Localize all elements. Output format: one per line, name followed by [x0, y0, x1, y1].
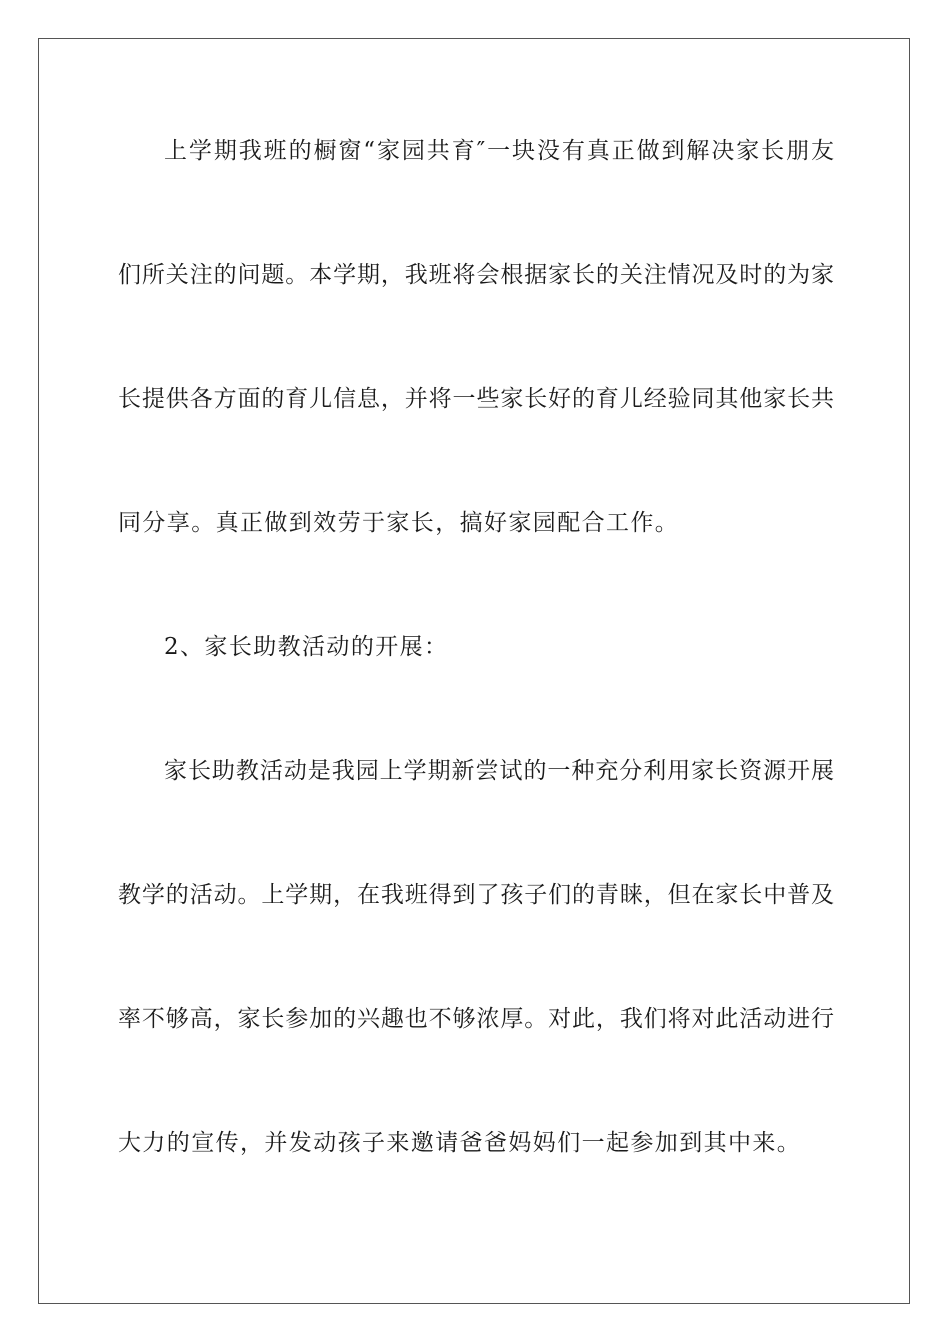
paragraph-2-line-1: 家长助教活动是我园上学期新尝试的一种充分利用家长资源开展 [164, 758, 834, 784]
paragraph-1-line-3: 长提供各方面的育儿信息，并将一些家长好的育儿经验同其他家长共 [118, 386, 834, 412]
page-border [38, 38, 910, 1304]
paragraph-1-line-2: 们所关注的问题。本学期，我班将会根据家长的关注情况及时的为家 [118, 262, 834, 288]
paragraph-1-line-1: 上学期我班的橱窗“家园共育″一块没有真正做到解决家长朋友 [164, 138, 834, 164]
paragraph-2-line-4: 大力的宣传，并发动孩子来邀请爸爸妈妈们一起参加到其中来。 [118, 1130, 802, 1156]
paragraph-1-line-4: 同分享。真正做到效劳于家长，搞好家园配合工作。 [118, 510, 680, 536]
paragraph-2-line-3: 率不够高，家长参加的兴趣也不够浓厚。对此，我们将对此活动进行 [118, 1006, 834, 1032]
paragraph-2-line-2: 教学的活动。上学期，在我班得到了孩子们的青睐，但在家长中普及 [118, 882, 834, 908]
section-heading-2: 2、家长助教活动的开展： [164, 634, 449, 660]
